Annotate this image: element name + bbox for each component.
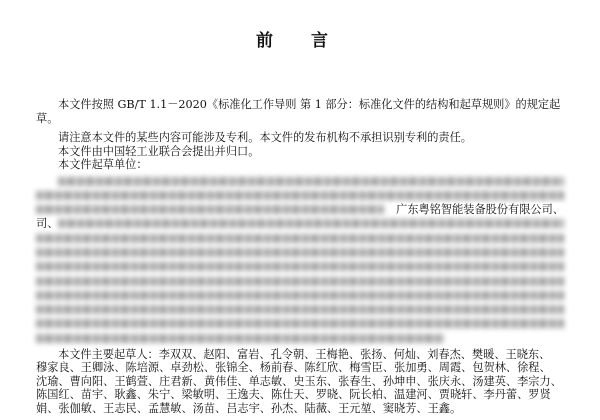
paragraph-patent-notice: 请注意本文件的某些内容可能涉及专利。本文件的发布机构不承担识别专利的责任。 [58,131,472,144]
drafters-line: 本文件主要起草人：李双双、赵阳、富岩、孔令朝、王梅艳、张扬、何灿、刘春杰、樊暖、王晓东、 [58,347,551,361]
paragraph-standard-basis: 本文件按照 GB/T 1.1－2020《标准化工作导则 第 1 部分：标准化文件的结构和起草规则》的规定起 [58,98,561,111]
drafters-line: 陈国红、苗宇、耿鑫、朱宁、梁敏明、王逸夫、陈仕天、罗晓、阮长柏、温建河、贾晓轩、李丹蕾、罗贤 [36,388,551,402]
blurred-drafting-units [36,175,564,345]
paragraph-units-heading: 本文件起草单位： [58,158,148,171]
paragraph-proposer: 本文件由中国轻工业联合会提出并归口。 [58,144,260,158]
drafters-line: 沈瑜、曹向阳、王鹤萱、庄君新、黄伟佳、单志敏、史玉东、张春生、孙坤申、张庆永、汤建英、李宗力、 [36,374,562,388]
paragraph-standard-basis-cont: 草。 [36,111,59,125]
drafters-line: 穆家良、王卿泳、陈培源、卓劲松、张锦全、杨前春、陈红欣、梅雪臣、张加勇、周霞、包贺林、徐程、 [36,361,551,375]
section-title: 前 言 [256,31,344,51]
visible-unit-name: 广东粤铭智能装备股份有限公司、 [392,203,564,217]
drafters-line: 娟、张伽敏、王志民、孟慧敏、汤苗、吕志宇、孙杰、陆薇、王元堃、窦晓芳、王鑫。 [36,401,462,415]
drafters-list [36,348,564,416]
unit-line-tail: 司、 [36,217,59,231]
document-body [36,98,564,415]
